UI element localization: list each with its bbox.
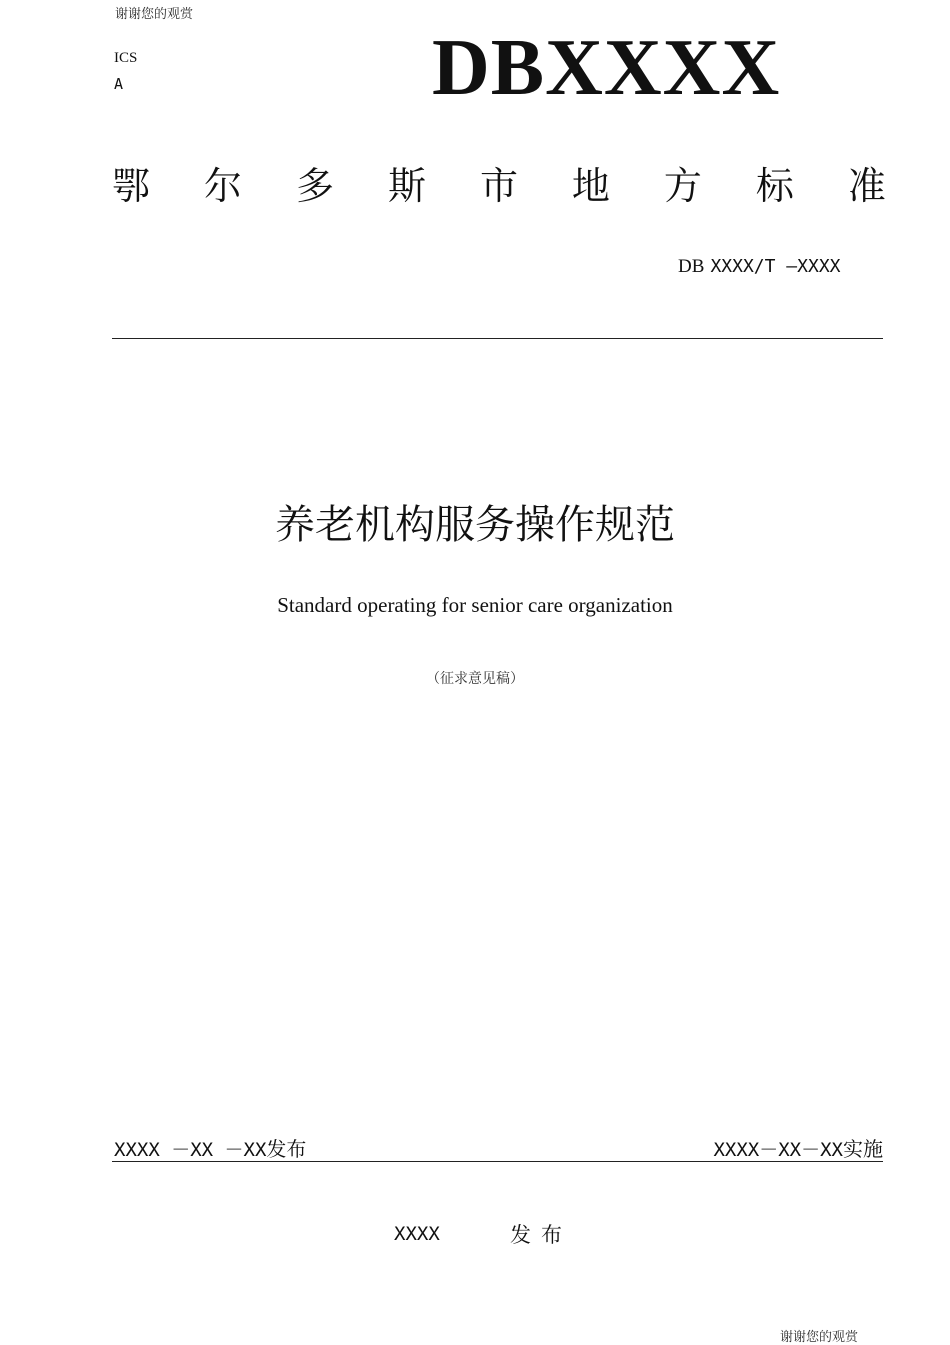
effective-date-value: XXXX－XX－XX (713, 1139, 843, 1161)
standard-type-char: 方 (663, 164, 702, 208)
title-english: Standard operating for senior care organization (277, 593, 673, 617)
standard-type-heading (112, 166, 886, 208)
issuer-code: XXXX (394, 1223, 440, 1245)
effective-date-label: 实施 (843, 1137, 883, 1161)
draft-note: （征求意见稿） (426, 671, 524, 687)
bottom-divider (112, 1161, 883, 1162)
footer-note: 谢谢您的观赏 (780, 1330, 859, 1345)
effective-date (713, 1133, 883, 1162)
publish-date-label: 发布 (266, 1137, 307, 1161)
title-chinese: 养老机构服务操作规范 (275, 502, 675, 548)
ics-label: ICS (114, 50, 138, 66)
publish-date (114, 1133, 306, 1162)
standard-number-code: XXXX/T —XXXX (710, 256, 841, 277)
standard-number (678, 255, 841, 278)
standard-type-char: 鄂 (112, 164, 151, 208)
standard-code: DBXXXX (432, 24, 781, 112)
standard-type-char: 多 (295, 164, 334, 208)
standard-type-char: 地 (571, 164, 610, 208)
standard-number-prefix: DB (678, 256, 705, 277)
standard-type-char: 标 (755, 164, 794, 208)
standard-type-char: 准 (847, 164, 886, 208)
classification-code: A (114, 75, 124, 93)
standard-type-char: 尔 (203, 164, 242, 208)
header-note: 谢谢您的观赏 (115, 7, 194, 22)
standard-type-char: 市 (479, 164, 518, 208)
issuer-label: 发布 (510, 1223, 572, 1247)
standard-type-char: 斯 (387, 164, 426, 208)
publish-date-value: XXXX －XX －XX (114, 1139, 267, 1161)
top-divider (112, 338, 883, 339)
